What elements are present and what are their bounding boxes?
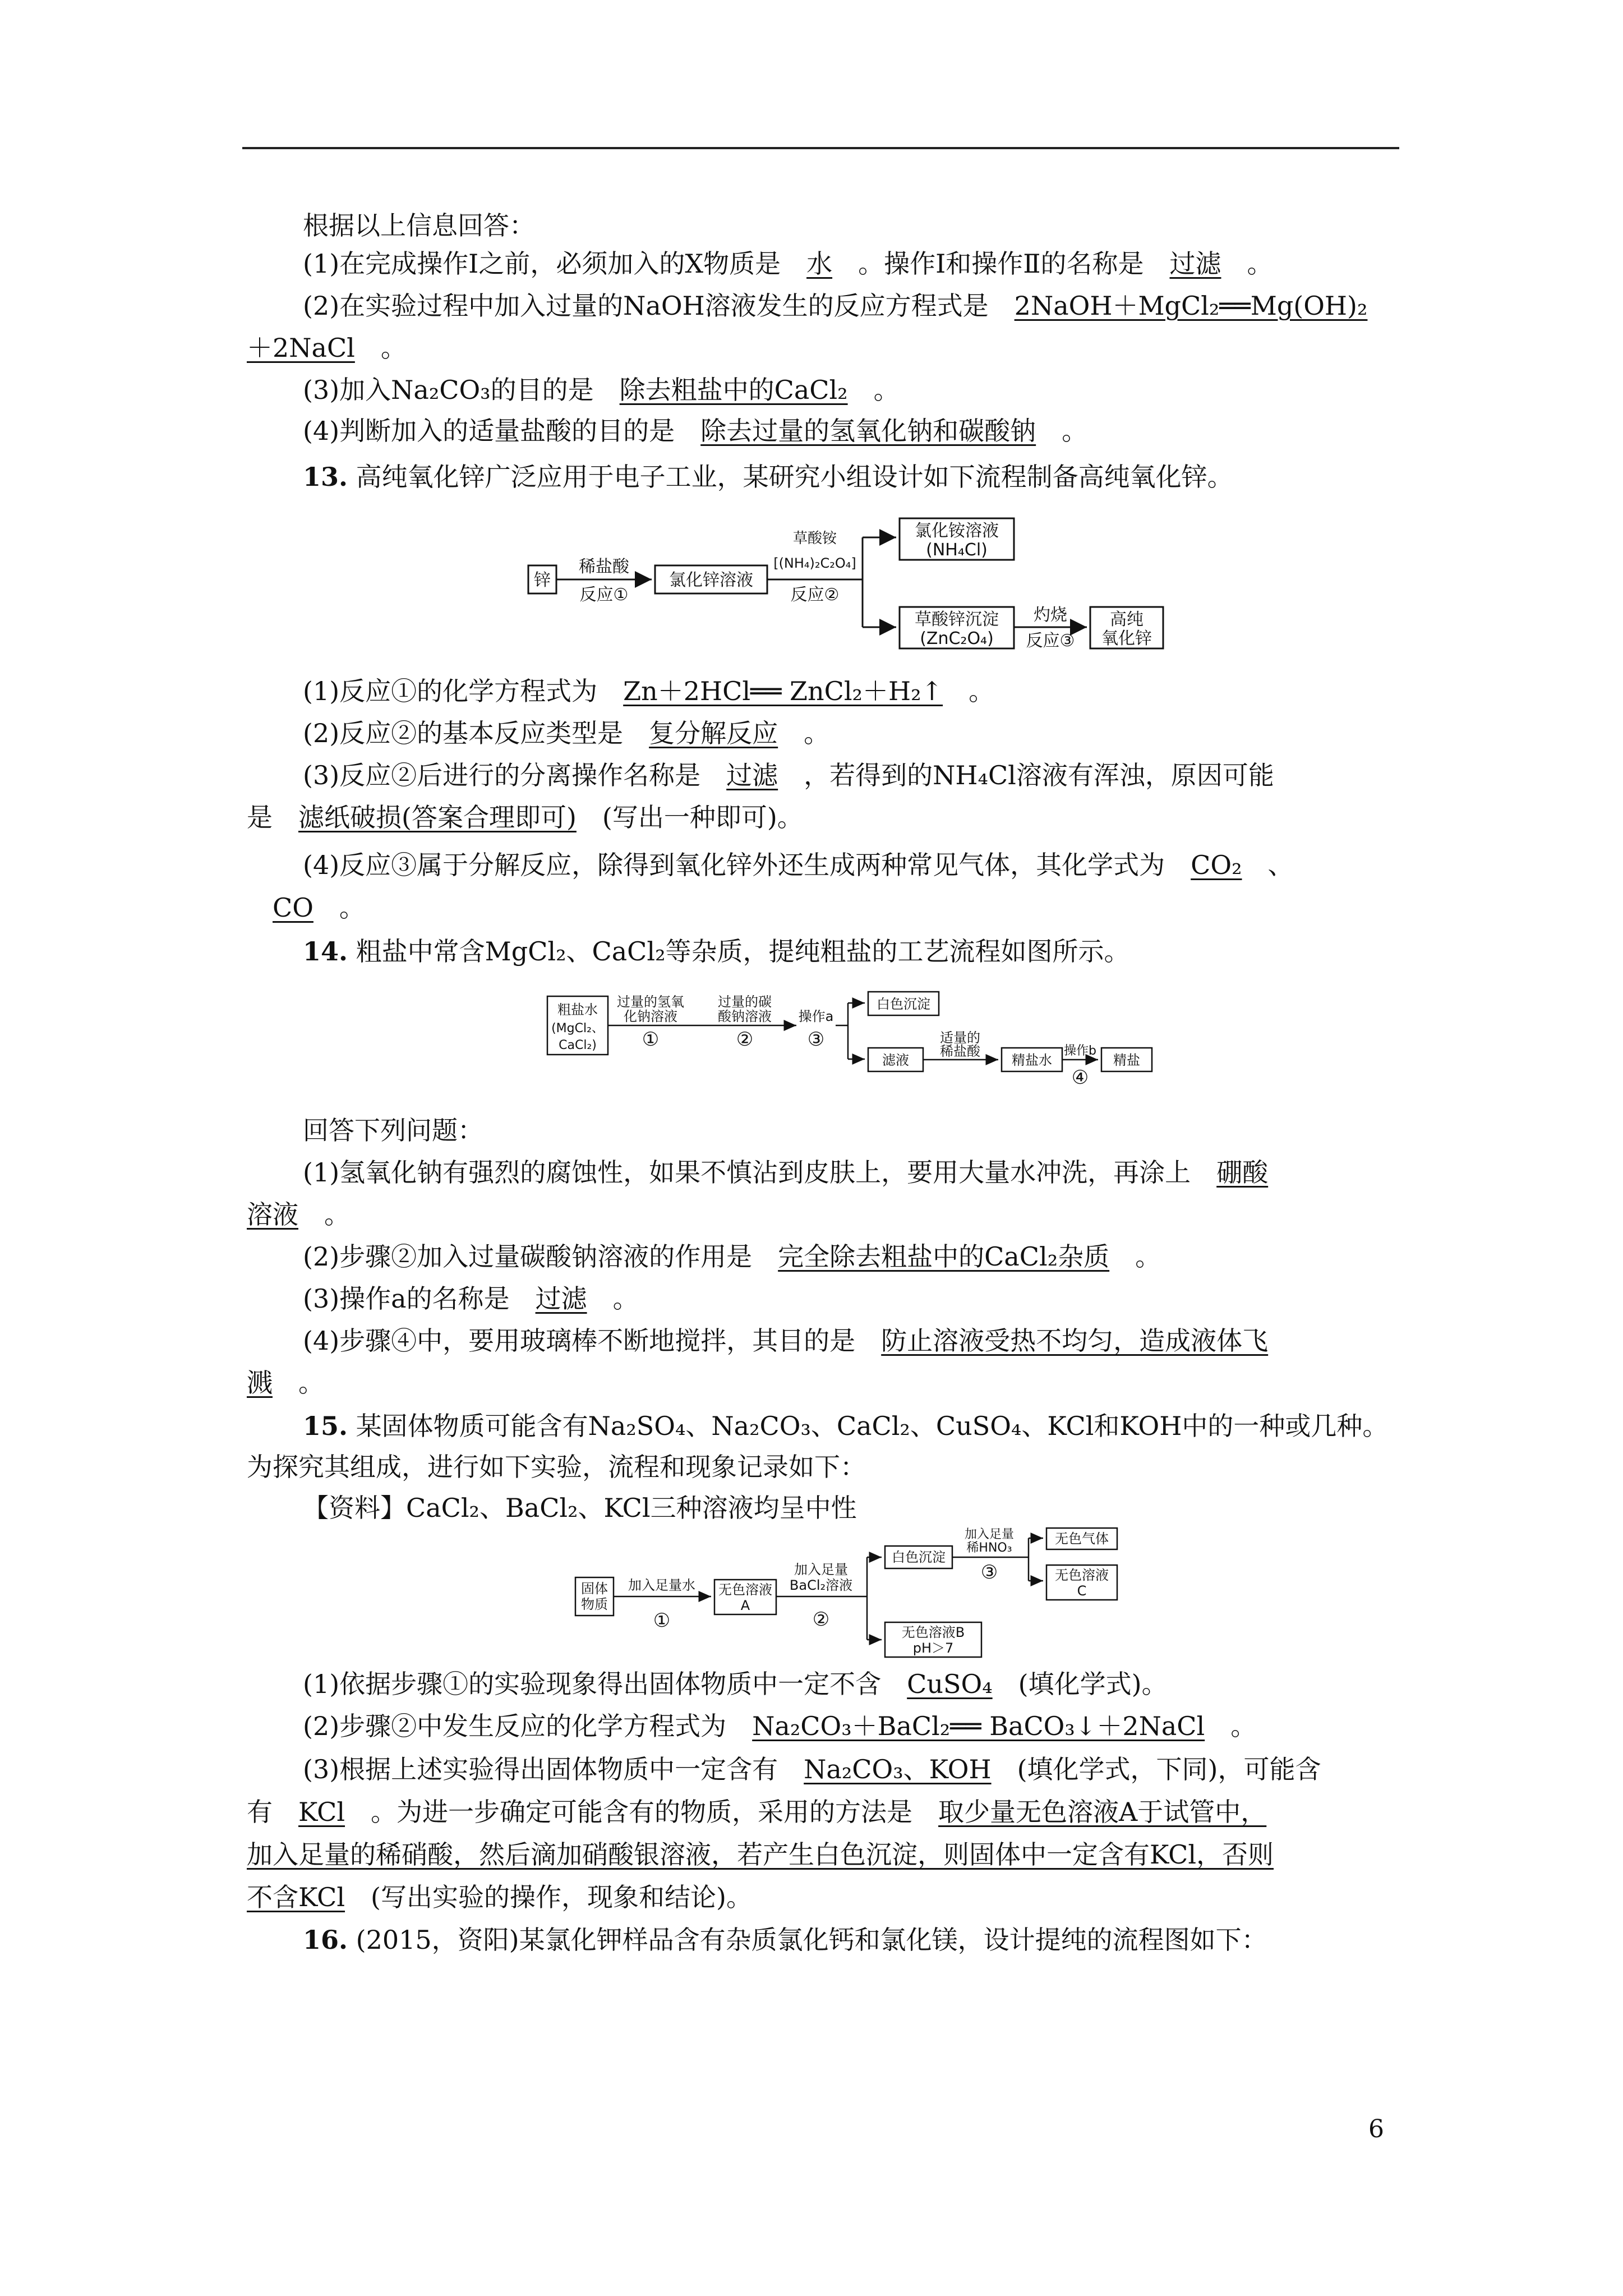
svg-text:适量的: 适量的 bbox=[940, 1030, 980, 1046]
q14-intro: 回答下列问题： bbox=[303, 1115, 483, 1145]
answer: 滤纸破损(答案合理即可) bbox=[298, 802, 577, 832]
svg-text:①: ① bbox=[642, 1028, 660, 1051]
page-number: 6 bbox=[1368, 2115, 1384, 2143]
svg-text:加入足量: 加入足量 bbox=[794, 1562, 848, 1577]
q12-part1: (1)在完成操作Ⅰ之前，必须加入的X物质是 水 。操作Ⅰ和操作Ⅱ的名称是 过滤 。 bbox=[303, 249, 1273, 279]
svg-text:氯化铵溶液: 氯化铵溶液 bbox=[915, 521, 999, 541]
svg-text:草酸铵: 草酸铵 bbox=[792, 530, 837, 547]
answer: 过滤 bbox=[1169, 249, 1221, 279]
svg-text:(NH₄Cl): (NH₄Cl) bbox=[926, 540, 988, 560]
svg-text:操作a: 操作a bbox=[798, 1009, 834, 1024]
svg-text:稀盐酸: 稀盐酸 bbox=[940, 1043, 980, 1059]
svg-text:加入足量: 加入足量 bbox=[964, 1527, 1015, 1542]
answer: 水 bbox=[806, 249, 833, 279]
svg-text:高纯: 高纯 bbox=[1110, 610, 1144, 629]
answer: Na₂CO₃、KOH bbox=[804, 1754, 992, 1784]
answer: CuSO₄ bbox=[907, 1669, 993, 1699]
q13-part1: (1)反应①的化学方程式为 Zn＋2HCl══ ZnCl₂＋H₂↑ 。 bbox=[303, 676, 995, 706]
svg-text:精盐: 精盐 bbox=[1113, 1052, 1140, 1068]
svg-text:过量的氢氧: 过量的氢氧 bbox=[617, 994, 684, 1010]
answer: 除去过量的氢氧化钠和碳酸钠 bbox=[700, 416, 1036, 446]
svg-text:锌: 锌 bbox=[534, 570, 551, 590]
answer: 溅 bbox=[247, 1368, 273, 1398]
svg-text:pH＞7: pH＞7 bbox=[912, 1640, 954, 1656]
svg-text:无色溶液: 无色溶液 bbox=[1055, 1567, 1109, 1583]
answer: Zn＋2HCl══ ZnCl₂＋H₂↑ bbox=[623, 676, 943, 706]
svg-text:精盐水: 精盐水 bbox=[1012, 1052, 1052, 1068]
svg-text:无色溶液B: 无色溶液B bbox=[901, 1625, 965, 1640]
q13-part3-cont: 是 滤纸破损(答案合理即可) (写出一种即可)。 bbox=[247, 802, 803, 832]
svg-text:反应①: 反应① bbox=[579, 585, 629, 605]
q15-part3-cont2 bbox=[247, 1838, 1402, 1871]
svg-text:反应②: 反应② bbox=[790, 585, 840, 605]
answer: CO₂ bbox=[1191, 850, 1242, 880]
q15-part1: (1)依据步骤①的实验现象得出固体物质中一定不含 CuSO₄ (填化学式)。 bbox=[303, 1669, 1168, 1699]
svg-text:④: ④ bbox=[1071, 1066, 1089, 1089]
q13-part2: (2)反应②的基本反应类型是 复分解反应 。 bbox=[303, 718, 830, 748]
q14-part1-cont: 溶液 。 bbox=[247, 1199, 350, 1230]
answer: 过滤 bbox=[535, 1283, 587, 1314]
svg-text:③: ③ bbox=[980, 1561, 998, 1584]
answer: 取少量无色溶液A于试管中， bbox=[938, 1797, 1267, 1827]
svg-text:无色溶液: 无色溶液 bbox=[718, 1582, 772, 1598]
q14-part4-cont: 溅 。 bbox=[247, 1368, 324, 1398]
answer: 防止溶液受热不均匀，造成液体飞 bbox=[881, 1326, 1269, 1356]
answer: ＋2NaCl bbox=[247, 333, 355, 363]
svg-text:③: ③ bbox=[807, 1028, 825, 1051]
q14-part4: (4)步骤④中，要用玻璃棒不断地搅拌，其目的是 防止溶液受热不均匀，造成液体飞 bbox=[303, 1326, 1269, 1356]
svg-text:反应③: 反应③ bbox=[1026, 631, 1075, 651]
svg-text:(MgCl₂、: (MgCl₂、 bbox=[551, 1022, 604, 1036]
answer: 硼酸 bbox=[1216, 1157, 1269, 1188]
svg-text:②: ② bbox=[736, 1028, 754, 1051]
q15-part3-cont1: 有 KCl 。为进一步确定可能含有的物质，采用的方法是 取少量无色溶液A于试管中， bbox=[247, 1797, 1267, 1827]
svg-text:氧化锌: 氧化锌 bbox=[1101, 629, 1152, 648]
q15-part3: (3)根据上述实验得出固体物质中一定含有 Na₂CO₃、KOH (填化学式，下同)，可能含 bbox=[303, 1754, 1321, 1784]
answer: 不含KCl bbox=[247, 1882, 345, 1912]
q12-part2: (2)在实验过程中加入过量的NaOH溶液发生的反应方程式是 2NaOH＋MgCl₂══Mg(OH)₂ bbox=[303, 291, 1368, 321]
answer: 2NaOH＋MgCl₂══Mg(OH)₂ bbox=[1014, 291, 1368, 321]
svg-text:化钠溶液: 化钠溶液 bbox=[624, 1009, 677, 1024]
q16-stem: 16. (2015，资阳)某氯化钾样品含有杂质氯化钙和氯化镁，设计提纯的流程图如下： bbox=[303, 1925, 1267, 1955]
svg-text:操作b: 操作b bbox=[1064, 1044, 1096, 1058]
q12-part3: (3)加入Na₂CO₃的目的是 除去粗盐中的CaCl₂ 。 bbox=[303, 375, 900, 405]
q14-stem: 14. 粗盐中常含MgCl₂、CaCl₂等杂质，提纯粗盐的工艺流程如图所示。 bbox=[303, 936, 1130, 967]
svg-text:草酸锌沉淀: 草酸锌沉淀 bbox=[915, 610, 999, 629]
svg-text:固体: 固体 bbox=[581, 1581, 608, 1596]
answer: 复分解反应 bbox=[649, 718, 778, 748]
svg-text:A: A bbox=[740, 1598, 750, 1613]
q15-part3-cont3: 不含KCl (写出实验的操作，现象和结论)。 bbox=[247, 1882, 752, 1912]
answer: 溶液 bbox=[247, 1199, 298, 1230]
answer: 完全除去粗盐中的CaCl₂杂质 bbox=[778, 1241, 1110, 1272]
svg-text:过量的碳: 过量的碳 bbox=[718, 994, 772, 1010]
svg-text:CaCl₂): CaCl₂) bbox=[559, 1038, 597, 1052]
q12-part4: (4)判断加入的适量盐酸的目的是 除去过量的氢氧化钠和碳酸钠 。 bbox=[303, 416, 1088, 446]
q13-flow-diagram bbox=[522, 516, 1183, 662]
svg-text:白色沉淀: 白色沉淀 bbox=[892, 1549, 946, 1565]
answer: 加入足量的稀硝酸，然后滴加硝酸银溶液，若产生白色沉淀，则固体中一定含有KCl，否则 bbox=[247, 1839, 1274, 1870]
q13-stem: 13. 高纯氧化锌广泛应用于电子工业，某研究小组设计如下流程制备高纯氧化锌。 bbox=[303, 462, 1233, 492]
svg-text:C: C bbox=[1077, 1583, 1087, 1599]
svg-text:①: ① bbox=[653, 1609, 671, 1632]
svg-text:氯化锌溶液: 氯化锌溶液 bbox=[669, 570, 753, 590]
q15-stem: 15. 某固体物质可能含有Na₂SO₄、Na₂CO₃、CaCl₂、CuSO₄、KCl和KOH中的一种或几种。 bbox=[303, 1411, 1389, 1441]
svg-text:②: ② bbox=[812, 1608, 830, 1631]
svg-text:(ZnC₂O₄): (ZnC₂O₄) bbox=[920, 629, 994, 648]
header-rule bbox=[242, 147, 1399, 149]
svg-text:加入足量水: 加入足量水 bbox=[628, 1577, 695, 1593]
q13-part4-cont: CO 。 bbox=[273, 892, 365, 923]
q13-part3: (3)反应②后进行的分离操作名称是 过滤 ，若得到的NH₄Cl溶液有浑浊，原因可能 bbox=[303, 760, 1274, 790]
svg-text:滤液: 滤液 bbox=[882, 1052, 909, 1068]
svg-text:酸钠溶液: 酸钠溶液 bbox=[718, 1009, 772, 1024]
answer: Na₂CO₃＋BaCl₂══ BaCO₃↓＋2NaCl bbox=[752, 1711, 1205, 1741]
svg-text:无色气体: 无色气体 bbox=[1055, 1531, 1109, 1547]
svg-text:[(NH₄)₂C₂O₄]: [(NH₄)₂C₂O₄] bbox=[773, 555, 856, 571]
svg-text:BaCl₂溶液: BaCl₂溶液 bbox=[789, 1577, 853, 1593]
answer: 过滤 bbox=[726, 760, 778, 790]
q14-flow-diagram bbox=[544, 986, 1155, 1093]
q14-part1: (1)氢氧化钠有强烈的腐蚀性，如果不慎沾到皮肤上，要用大量水冲洗，再涂上 硼酸 bbox=[303, 1157, 1269, 1188]
q15-stem-cont: 为探究其组成，进行如下实验，流程和现象记录如下： bbox=[247, 1452, 866, 1482]
q12-intro: 根据以上信息回答： bbox=[303, 210, 535, 241]
svg-text:白色沉淀: 白色沉淀 bbox=[877, 996, 930, 1012]
svg-text:灼烧: 灼烧 bbox=[1034, 605, 1067, 625]
answer: 除去粗盐中的CaCl₂ bbox=[619, 375, 848, 405]
answer: CO bbox=[273, 892, 313, 923]
q15-flow-diagram bbox=[571, 1525, 1132, 1659]
q13-part4: (4)反应③属于分解反应，除得到氧化锌外还生成两种常见气体，其化学式为 CO₂ 、 bbox=[303, 850, 1294, 880]
svg-text:粗盐水: 粗盐水 bbox=[557, 1002, 598, 1018]
q15-note: 【资料】CaCl₂、BaCl₂、KCl三种溶液均呈中性 bbox=[303, 1493, 857, 1523]
q12-part2-cont: ＋2NaCl 。 bbox=[247, 333, 407, 363]
svg-text:物质: 物质 bbox=[581, 1596, 608, 1612]
q14-part2: (2)步骤②加入过量碳酸钠溶液的作用是 完全除去粗盐中的CaCl₂杂质 。 bbox=[303, 1241, 1161, 1272]
answer: KCl bbox=[298, 1797, 345, 1827]
svg-text:稀盐酸: 稀盐酸 bbox=[579, 557, 629, 577]
q14-part3: (3)操作a的名称是 过滤 。 bbox=[303, 1283, 639, 1314]
svg-text:稀HNO₃: 稀HNO₃ bbox=[966, 1541, 1012, 1555]
q15-part2: (2)步骤②中发生反应的化学方程式为 Na₂CO₃＋BaCl₂══ BaCO₃↓＋2NaCl 。 bbox=[303, 1711, 1257, 1741]
